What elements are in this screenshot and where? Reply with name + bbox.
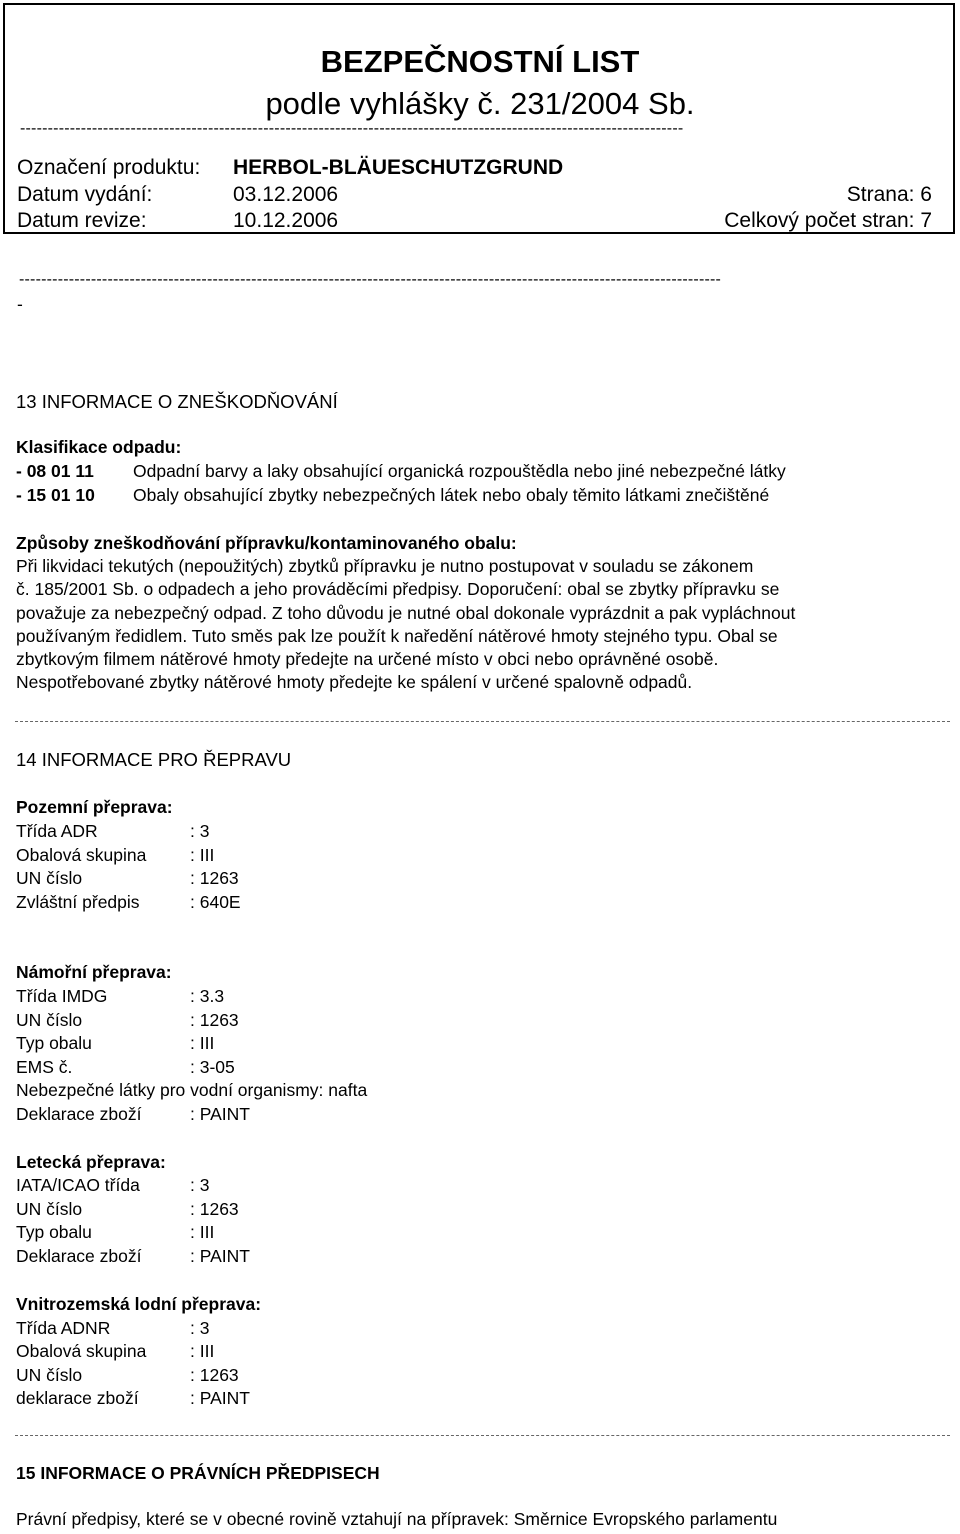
- road-row-label: Obalová skupina: [16, 845, 147, 865]
- road-row-label: Zvláštní předpis: [16, 892, 140, 912]
- waste-code: - 15 01 10: [16, 485, 95, 505]
- air-row-label: Deklarace zboží: [16, 1246, 142, 1266]
- separator-dashes: -------------------------------------------------------------------------------------------------------------------------------: [19, 271, 722, 288]
- waste-code-description: Odpadní barvy a laky obsahující organická rozpouštědla nebo jiné nebezpečné látky: [133, 461, 786, 481]
- total-pages: Celkový počet stran: 7: [724, 209, 932, 232]
- sea-transport-heading: Námořní přeprava:: [16, 962, 172, 982]
- document-subtitle: podle vyhlášky č. 231/2004 Sb.: [265, 86, 695, 121]
- sea-row-label: EMS č.: [16, 1057, 73, 1077]
- issue-date-label: Datum vydání:: [17, 183, 153, 206]
- issue-date-value: 03.12.2006: [233, 183, 339, 206]
- waste-code-description: Obaly obsahující zbytky nebezpečných látek nebo obaly těmito látkami znečištěné: [133, 485, 770, 505]
- air-row-value: : 1263: [190, 1199, 239, 1219]
- sea-declaration-label: Deklarace zboží: [16, 1104, 142, 1124]
- sea-row-value: : 1263: [190, 1010, 239, 1030]
- section-divider: [15, 1435, 950, 1436]
- air-row-label: UN číslo: [16, 1199, 83, 1219]
- revision-date-value: 10.12.2006: [233, 209, 339, 232]
- sea-row-label: Typ obalu: [16, 1033, 92, 1053]
- inland-row-label: Třída ADNR: [16, 1318, 111, 1338]
- header-dash-line: ------------------------------------------------------------------------------------------------------------------------: [20, 120, 684, 137]
- inland-waterway-heading: Vnitrozemská lodní přeprava:: [16, 1294, 262, 1314]
- revision-date-label: Datum revize:: [17, 209, 147, 232]
- inland-row-label: Obalová skupina: [16, 1341, 147, 1361]
- inland-row-value: : PAINT: [190, 1388, 250, 1408]
- disposal-text: Při likvidaci tekutých (nepoužitých) zbytků přípravku je nutno postupovat v souladu se zákonem č. 185/2001 Sb. o odpadech a jeho prováděcími předpisy. Doporučení: obal se zbytky přípravku se považuje za nebezpečný odpad. Z toho důvodu je nutné obal dokonale vyprázdnit a pak vypláchnout používaným ředidlem. Tuto směs pak lze použít k naředění nátěrové hmoty stejného typu. Obal se zbytkovým filmem nátěrové hmoty předejte na určené místo v obci nebo oprávněné osobě. Nespotřebované zbytky nátěrové hmoty předejte ke spálení v určené spalovně odpadů.: [16, 556, 796, 693]
- inland-row-value: : 1263: [190, 1365, 239, 1385]
- road-row-value: : 3: [190, 821, 210, 841]
- air-row-value: : III: [190, 1222, 215, 1242]
- air-row-label: IATA/ICAO třída: [16, 1175, 140, 1195]
- product-value: HERBOL-BLÄUESCHUTZGRUND: [233, 156, 564, 179]
- sea-row-value: : 3-05: [190, 1057, 235, 1077]
- sea-declaration-value: : PAINT: [190, 1104, 250, 1124]
- road-row-label: UN číslo: [16, 868, 83, 888]
- air-row-value: : 3: [190, 1175, 210, 1195]
- road-row-value: : 1263: [190, 868, 239, 888]
- section15-heading: 15 INFORMACE O PRÁVNÍCH PŘEDPISECH: [16, 1463, 380, 1483]
- section14-heading: 14 INFORMACE PRO ŘEPRAVU: [16, 749, 292, 770]
- page-number: Strana: 6: [846, 183, 932, 206]
- sea-row-value: : III: [190, 1033, 215, 1053]
- air-transport-heading: Letecká přeprava:: [16, 1152, 166, 1172]
- inland-row-value: : 3: [190, 1318, 210, 1338]
- marine-pollutant-note: Nebezpečné látky pro vodní organismy: nafta: [16, 1080, 368, 1100]
- section15-text: Právní předpisy, které se v obecné rovině vztahují na přípravek: Směrnice Evropského parlamentu: [16, 1509, 778, 1529]
- inland-row-value: : III: [190, 1341, 215, 1361]
- document-title: BEZPEČNOSTNÍ LIST: [320, 44, 640, 79]
- section-divider: [15, 721, 950, 722]
- air-row-label: Typ obalu: [16, 1222, 92, 1242]
- sea-row-value: : 3.3: [190, 986, 225, 1006]
- sea-row-label: UN číslo: [16, 1010, 83, 1030]
- waste-class-heading: Klasifikace odpadu:: [16, 437, 182, 457]
- separator-single-dash: -: [17, 294, 23, 314]
- air-row-value: : PAINT: [190, 1246, 250, 1266]
- road-row-value: : 640E: [190, 892, 241, 912]
- road-row-value: : III: [190, 845, 215, 865]
- inland-row-label: deklarace zboží: [16, 1388, 139, 1408]
- road-transport-heading: Pozemní přeprava:: [16, 797, 173, 817]
- disposal-heading: Způsoby zneškodňování přípravku/kontaminovaného obalu:: [16, 533, 517, 553]
- inland-row-label: UN číslo: [16, 1365, 83, 1385]
- section13-heading: 13 INFORMACE O ZNEŠKODŇOVÁNÍ: [16, 391, 338, 412]
- road-row-label: Třída ADR: [16, 821, 98, 841]
- sea-row-label: Třída IMDG: [16, 986, 108, 1006]
- product-label: Označení produktu:: [17, 156, 201, 179]
- waste-code: - 08 01 11: [16, 461, 94, 481]
